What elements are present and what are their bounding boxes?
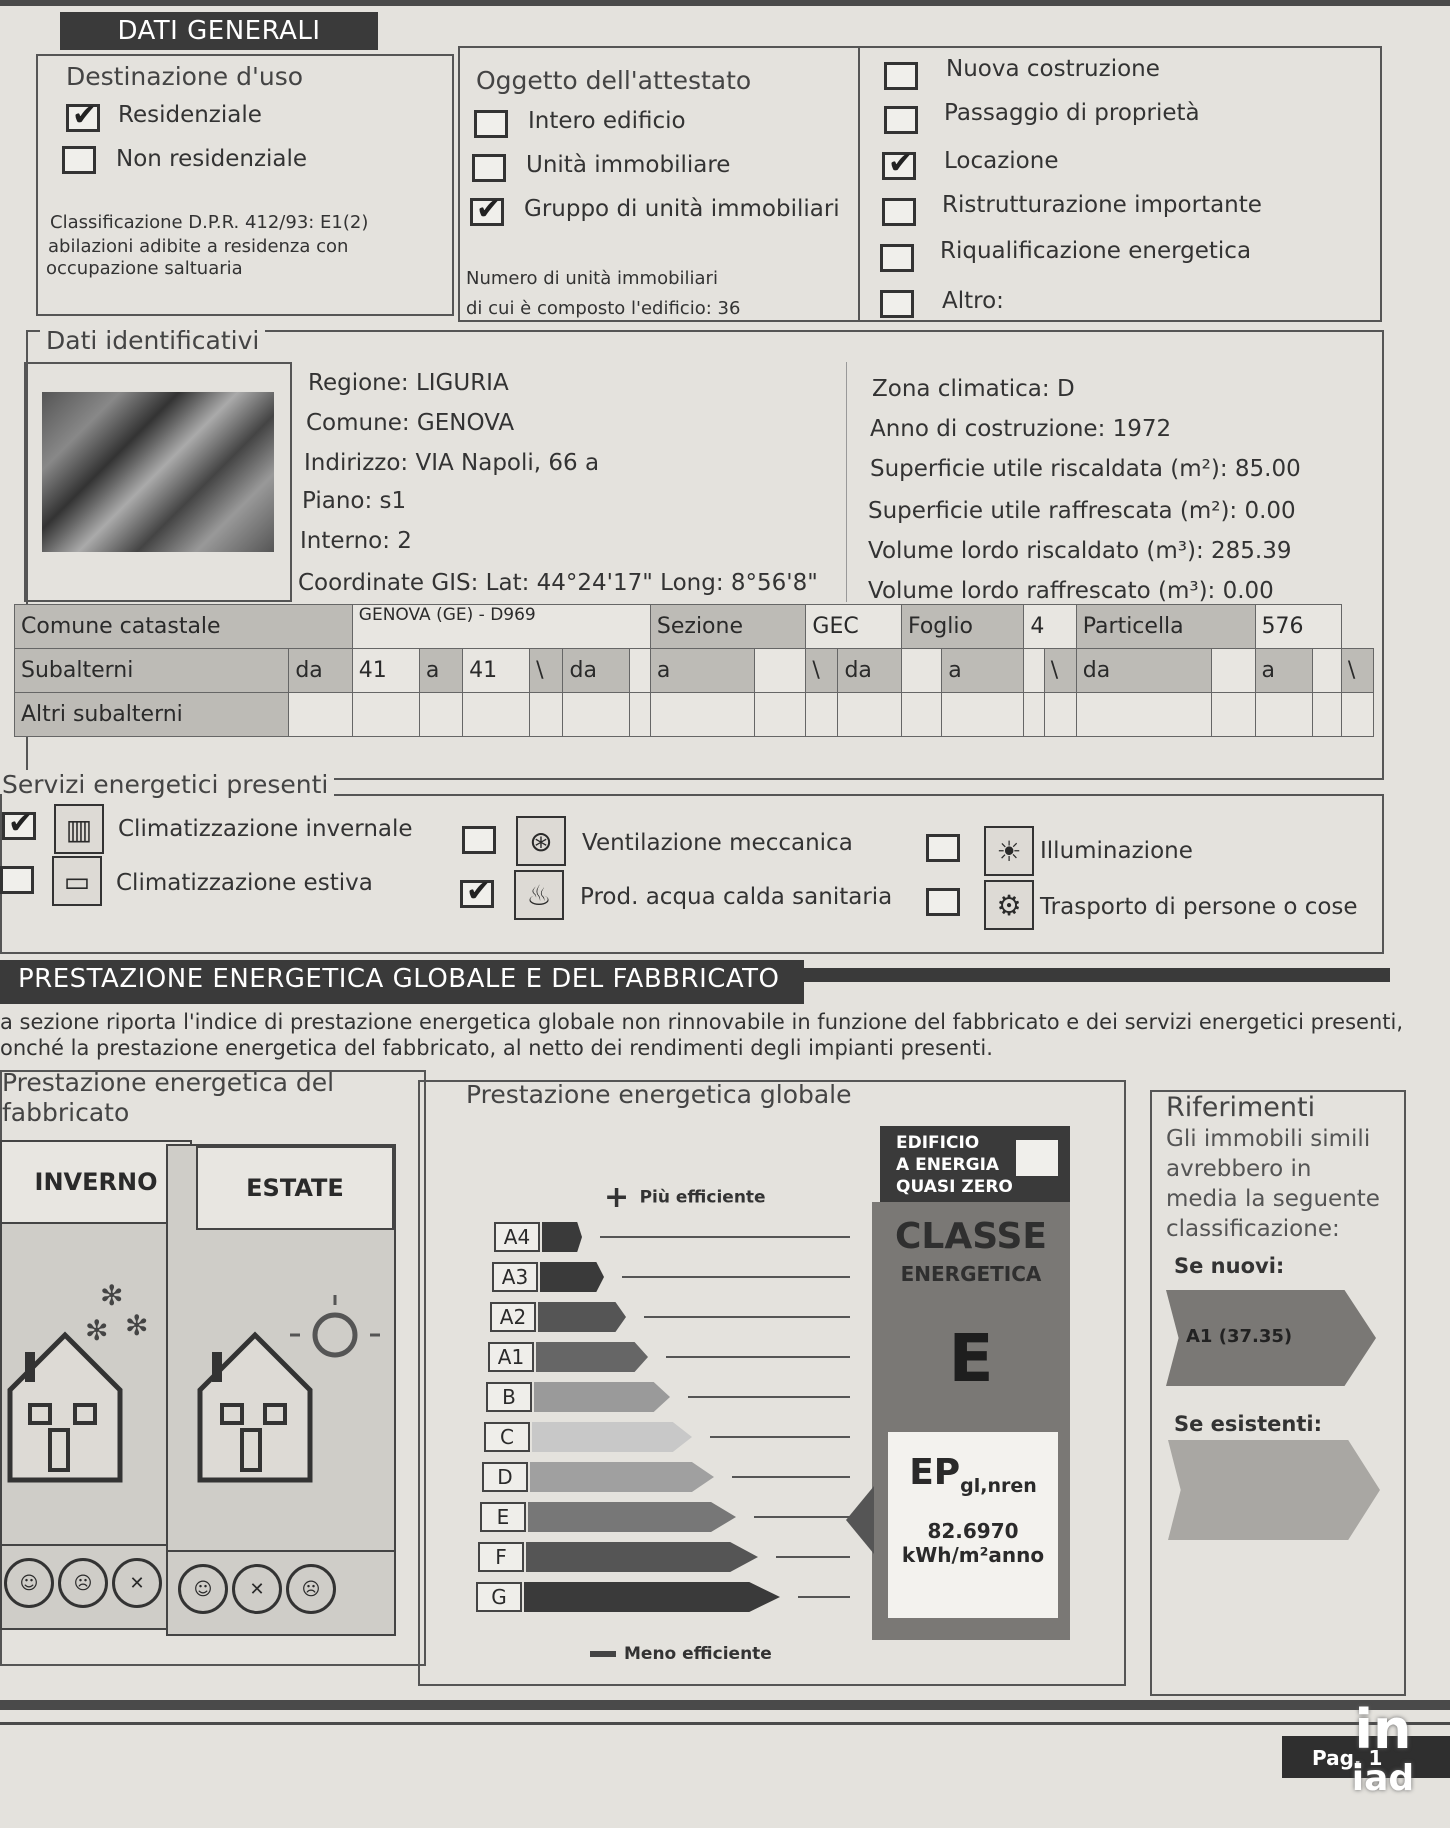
classe-value: E <box>948 1320 994 1397</box>
cell: a <box>650 649 754 693</box>
energy-class-label: A4 <box>494 1222 540 1252</box>
energy-class-bar <box>538 1302 626 1332</box>
cell <box>1024 649 1044 693</box>
energy-class-bar <box>526 1542 758 1572</box>
house-snow-icon <box>0 1280 180 1500</box>
se-nuovi-value: A1 (37.35) <box>1186 1326 1293 1347</box>
nzeb-label-3: QUASI ZERO <box>896 1177 1013 1197</box>
cell: da <box>289 649 352 693</box>
anno-costruzione: Anno di costruzione: 1972 <box>870 416 1172 442</box>
energy-class-line <box>754 1516 850 1518</box>
comune-catastale-label: Comune catastale <box>15 605 353 649</box>
classe-subtitle: ENERGETICA <box>900 1262 1042 1286</box>
checkbox-altro[interactable] <box>880 290 914 318</box>
cell: \ <box>530 649 563 693</box>
particella-value: 576 <box>1255 605 1341 649</box>
cell <box>530 693 563 737</box>
energy-class-label: C <box>484 1422 530 1452</box>
minus-icon <box>590 1651 616 1657</box>
energy-class-bar <box>536 1342 648 1372</box>
face-crossed-icon: ✕ <box>232 1564 282 1614</box>
label-altro: Altro: <box>942 288 1004 314</box>
catasto-table <box>14 604 1374 737</box>
face-crossed-icon: ✕ <box>112 1558 162 1608</box>
numero-unita-value: di cui è composto l'edificio: 36 <box>466 298 741 319</box>
energy-class-row <box>488 1342 850 1372</box>
sezione-value: GEC <box>806 605 902 649</box>
ep-label <box>888 1452 1058 1497</box>
top-rule <box>0 0 1450 6</box>
svg-text:✻: ✻ <box>85 1314 109 1347</box>
foglio-value: 4 <box>1024 605 1076 649</box>
cell <box>463 693 530 737</box>
cell: da <box>1076 649 1211 693</box>
ep-label-main: EP <box>909 1452 961 1493</box>
ep-unit: kWh/m²anno <box>901 1543 1045 1568</box>
regione: Regione: LIGURIA <box>308 370 509 396</box>
checkbox-intero-edificio[interactable] <box>474 110 508 138</box>
energy-class-label: E <box>480 1502 526 1532</box>
energy-class-line <box>798 1596 850 1598</box>
energy-class-line <box>644 1316 850 1318</box>
footer-rule <box>0 1700 1450 1710</box>
ep-value: 82.6970 <box>927 1519 1019 1544</box>
servizi-title: Servizi energetici presenti <box>2 770 334 799</box>
riferimenti-text-3: media la seguente <box>1166 1186 1380 1212</box>
sezione-label: Sezione <box>650 605 806 649</box>
energy-class-row <box>482 1462 850 1492</box>
nzeb-checkbox[interactable] <box>1016 1140 1058 1176</box>
prestazione-desc-2: onché la prestazione energetica del fabbricato, al netto dei rendimenti degli impianti presenti. <box>0 1036 993 1060</box>
zona-climatica: Zona climatica: D <box>872 376 1075 402</box>
ep-label-sub: gl,nren <box>960 1475 1037 1498</box>
energy-class-line <box>776 1556 850 1558</box>
superficie-riscaldata: Superficie utile riscaldata (m²): 85.00 <box>870 456 1301 482</box>
face-sad-icon: ☹ <box>286 1564 336 1614</box>
energy-class-bar <box>532 1422 692 1452</box>
cell <box>1212 649 1255 693</box>
fabbricato-title-2: fabbricato <box>2 1098 130 1127</box>
cell: da <box>838 649 901 693</box>
indirizzo: Indirizzo: VIA Napoli, 66 a <box>304 450 600 476</box>
cell <box>1024 693 1044 737</box>
cell <box>563 693 629 737</box>
energy-class-row <box>476 1582 850 1612</box>
oggetto-title: Oggetto dell'attestato <box>476 66 752 95</box>
classe-title: CLASSE <box>894 1216 1048 1257</box>
cell: 41 <box>463 649 530 693</box>
checkbox-non-residenziale[interactable] <box>62 146 96 174</box>
checkbox-passaggio-proprieta[interactable] <box>884 106 918 134</box>
iad-logo <box>1328 1700 1438 1820</box>
cell: \ <box>806 649 838 693</box>
cell <box>629 649 650 693</box>
checkbox-illuminazione[interactable] <box>926 834 960 862</box>
label-trasporto: Trasporto di persone o cose <box>1040 894 1358 920</box>
label-passaggio-proprieta: Passaggio di proprietà <box>944 100 1200 126</box>
page-number: Pag. 1 <box>1282 1736 1450 1778</box>
cell <box>755 649 806 693</box>
comune-catastale-value: GENOVA (GE) - D969 <box>352 605 650 649</box>
cell <box>838 693 901 737</box>
piu-efficiente-text: Più efficiente <box>639 1187 766 1208</box>
checkbox-unita-immobiliare[interactable] <box>472 154 506 182</box>
volume-raffrescato: Volume lordo raffrescato (m³): 0.00 <box>868 578 1274 604</box>
piu-efficiente <box>604 1180 766 1215</box>
face-neutral-icon: ☹ <box>58 1558 108 1608</box>
energy-class-row <box>484 1422 850 1452</box>
energy-class-bar <box>542 1222 582 1252</box>
checkbox-locazione[interactable] <box>882 152 916 180</box>
cell: da <box>563 649 629 693</box>
energy-class-line <box>732 1476 850 1478</box>
label-climatizzazione-estiva: Climatizzazione estiva <box>116 870 373 896</box>
energy-class-bar <box>540 1262 604 1292</box>
cell: \ <box>1341 649 1373 693</box>
label-intero-edificio: Intero edificio <box>528 108 686 134</box>
classificazione-text-2: abilazioni adibite a residenza con <box>48 236 349 257</box>
cell: a <box>1255 649 1313 693</box>
iad-logo-mark: in <box>1354 1698 1412 1761</box>
label-acqua-calda: Prod. acqua calda sanitaria <box>580 884 893 910</box>
energy-class-line <box>622 1276 850 1278</box>
label-locazione: Locazione <box>944 148 1059 174</box>
comune: Comune: GENOVA <box>306 410 515 436</box>
label-ristrutturazione: Ristrutturazione importante <box>942 192 1262 218</box>
energy-class-row <box>492 1262 850 1292</box>
label-unita-immobiliare: Unità immobiliare <box>526 152 731 178</box>
piano: Piano: s1 <box>302 488 407 514</box>
table-row <box>15 693 1374 737</box>
table-row <box>15 605 1374 649</box>
inverno-label: INVERNO <box>0 1140 192 1224</box>
svg-text:✻: ✻ <box>125 1309 149 1342</box>
cell <box>1313 649 1341 693</box>
ep-box <box>888 1432 1058 1618</box>
identificativi-divider <box>846 362 847 602</box>
cell <box>650 693 754 737</box>
label-non-residenziale: Non residenziale <box>116 146 308 172</box>
cell <box>1212 693 1255 737</box>
checkbox-climatizzazione-invernale[interactable] <box>2 812 36 840</box>
particella-label: Particella <box>1076 605 1255 649</box>
lightbulb-icon: ☀ <box>984 826 1034 876</box>
cell <box>1341 693 1373 737</box>
label-gruppo-unita: Gruppo di unità immobiliari <box>524 196 840 222</box>
classificazione-text: Classificazione D.P.R. 412/93: E1(2) <box>50 212 369 233</box>
table-row <box>15 649 1374 693</box>
svg-text:✻: ✻ <box>100 1280 124 1312</box>
energy-class-bar <box>534 1382 670 1412</box>
superficie-raffrescata: Superficie utile raffrescata (m²): 0.00 <box>868 498 1296 524</box>
label-riqualificazione: Riqualificazione energetica <box>940 238 1252 264</box>
riferimenti-title: Riferimenti <box>1166 1092 1316 1123</box>
altri-subalterni-label: Altri subalterni <box>15 693 289 737</box>
inverno-rating <box>0 1544 192 1630</box>
foglio-label: Foglio <box>901 605 1023 649</box>
house-sun-icon <box>190 1290 390 1490</box>
energy-class-row <box>480 1502 850 1532</box>
classificazione-text-3: occupazione saltuaria <box>46 258 243 279</box>
energy-class-row <box>478 1542 850 1572</box>
cell <box>755 693 806 737</box>
energy-class-bar <box>528 1502 736 1532</box>
cell: 41 <box>352 649 419 693</box>
air-conditioner-icon: ▭ <box>52 856 102 906</box>
se-esistenti-arrow <box>1168 1440 1380 1540</box>
cell <box>1044 693 1076 737</box>
cell <box>942 693 1024 737</box>
checkbox-nuova-costruzione[interactable] <box>884 62 918 90</box>
plus-icon: + <box>604 1180 640 1215</box>
radiator-icon: ▥ <box>54 804 104 854</box>
energy-class-line <box>600 1236 850 1238</box>
checkbox-climatizzazione-estiva[interactable] <box>0 866 34 894</box>
numero-unita-label: Numero di unità immobiliari <box>466 268 718 289</box>
interno: Interno: 2 <box>300 528 412 554</box>
label-residenziale: Residenziale <box>118 102 262 128</box>
cell <box>1255 693 1313 737</box>
nzeb-panel <box>880 1126 1070 1202</box>
section-header-prestazione: PRESTAZIONE ENERGETICA GLOBALE E DEL FABBRICATO <box>0 960 804 1004</box>
se-nuovi-label: Se nuovi: <box>1174 1254 1285 1278</box>
section-header-dati-generali: DATI GENERALI <box>60 12 378 50</box>
class-pointer-icon <box>846 1486 874 1554</box>
energy-class-row <box>486 1382 850 1412</box>
tap-icon: ♨ <box>514 870 564 920</box>
se-esistenti-label: Se esistenti: <box>1174 1412 1322 1436</box>
energy-class-line <box>666 1356 850 1358</box>
energy-class-label: A3 <box>492 1262 538 1292</box>
identificativi-title: Dati identificativi <box>40 326 265 355</box>
cell <box>806 693 838 737</box>
coordinate-gis: Coordinate GIS: Lat: 44°24'17" Long: 8°56'8" <box>298 570 818 596</box>
cell: a <box>942 649 1024 693</box>
gear-icon: ⚙ <box>984 880 1034 930</box>
checkbox-riqualificazione[interactable] <box>880 244 914 272</box>
subalterni-label: Subalterni <box>15 649 289 693</box>
nzeb-label-2: A ENERGIA <box>896 1155 1000 1175</box>
cell: \ <box>1044 649 1076 693</box>
energy-class-row <box>490 1302 850 1332</box>
label-ventilazione: Ventilazione meccanica <box>582 830 853 856</box>
riferimenti-text-1: Gli immobili simili <box>1166 1126 1371 1152</box>
cell <box>901 693 941 737</box>
energy-class-row <box>494 1222 850 1252</box>
estate-label: ESTATE <box>196 1146 394 1230</box>
prestazione-desc-1: a sezione riporta l'indice di prestazione energetica globale non rinnovabile in funzione del fabbricato e dei servizi energetici presenti, <box>0 1010 1404 1034</box>
cell <box>289 693 352 737</box>
meno-efficiente <box>590 1644 772 1664</box>
energy-class-label: A1 <box>488 1342 534 1372</box>
face-happy-icon: ☺ <box>4 1558 54 1608</box>
fabbricato-title-1: Prestazione energetica del <box>2 1068 335 1097</box>
checkbox-residenziale[interactable] <box>66 104 100 132</box>
riferimenti-text-4: classificazione: <box>1166 1216 1340 1242</box>
riferimenti-text-2: avrebbero in <box>1166 1156 1312 1182</box>
cell <box>352 693 419 737</box>
cell: a <box>419 649 462 693</box>
energy-class-line <box>710 1436 850 1438</box>
energy-class-label: G <box>476 1582 522 1612</box>
checkbox-trasporto[interactable] <box>926 888 960 916</box>
label-nuova-costruzione: Nuova costruzione <box>946 56 1160 82</box>
oggetto-divider <box>858 46 860 322</box>
nzeb-label-1: EDIFICIO <box>896 1133 980 1153</box>
cell <box>901 649 941 693</box>
face-happy-icon: ☺ <box>178 1564 228 1614</box>
iad-logo-text: iad <box>1351 1758 1415 1799</box>
destinazione-title: Destinazione d'uso <box>66 62 304 91</box>
checkbox-ventilazione[interactable] <box>462 826 496 854</box>
estate-rating <box>168 1550 394 1634</box>
energy-class-label: F <box>478 1542 524 1572</box>
energy-class-bar <box>524 1582 780 1612</box>
cell <box>1076 693 1211 737</box>
energy-class-bar <box>530 1462 714 1492</box>
checkbox-acqua-calda[interactable] <box>460 880 494 908</box>
cell <box>419 693 462 737</box>
energy-class-label: B <box>486 1382 532 1412</box>
cell <box>1313 693 1341 737</box>
label-illuminazione: Illuminazione <box>1040 838 1193 864</box>
globale-title: Prestazione energetica globale <box>466 1080 852 1109</box>
label-climatizzazione-invernale: Climatizzazione invernale <box>118 816 413 842</box>
energy-class-label: D <box>482 1462 528 1492</box>
energy-class-line <box>688 1396 850 1398</box>
meno-efficiente-text: Meno efficiente <box>624 1644 772 1664</box>
cell <box>629 693 650 737</box>
checkbox-gruppo-unita[interactable] <box>470 198 504 226</box>
checkbox-ristrutturazione[interactable] <box>882 198 916 226</box>
footer-rule-2 <box>0 1722 1450 1725</box>
building-photo <box>42 392 274 552</box>
volume-riscaldato: Volume lordo riscaldato (m³): 285.39 <box>868 538 1292 564</box>
fan-icon: ⊛ <box>516 816 566 866</box>
energy-class-label: A2 <box>490 1302 536 1332</box>
